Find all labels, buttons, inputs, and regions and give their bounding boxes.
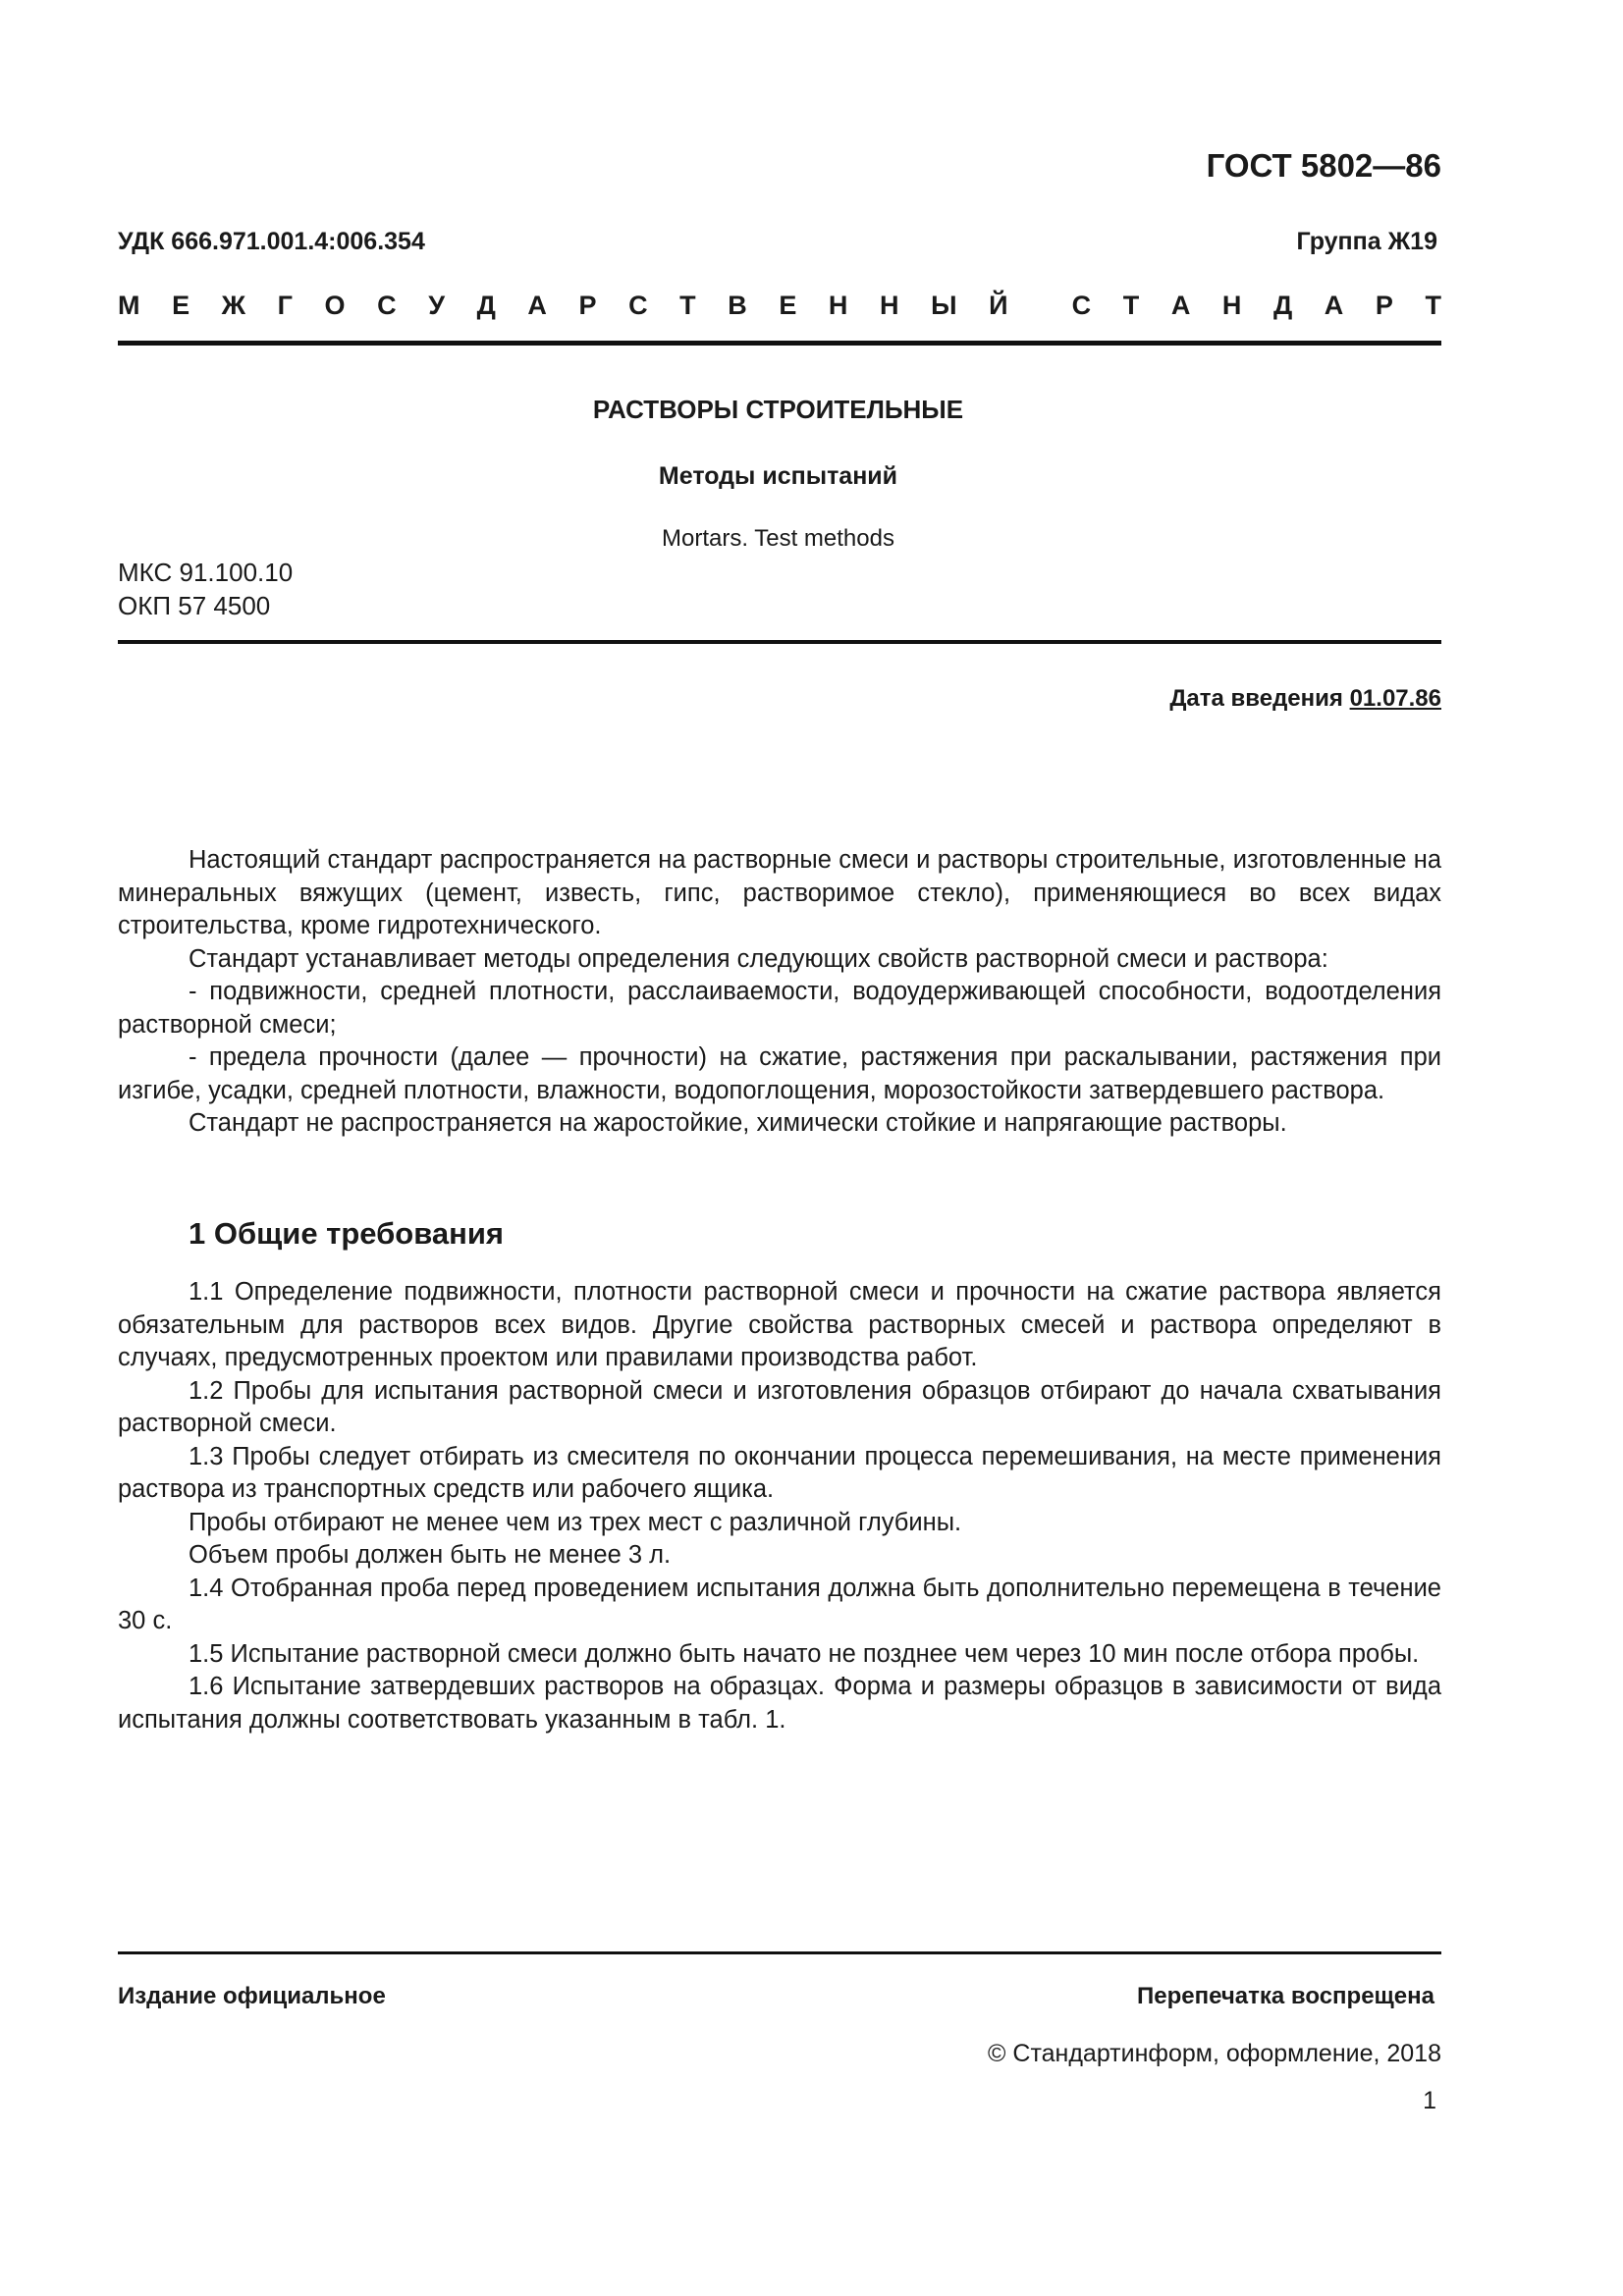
page-number: 1 [1423,2087,1436,2114]
banner-letter: Р [1375,291,1393,320]
banner-letter: С [377,291,397,320]
banner-letter: Ы [931,291,957,320]
copyright-notice: © Стандартинформ, оформление, 2018 [988,2040,1441,2067]
classification-codes [118,556,293,622]
paragraph: 1.6 Испытание затвердевших растворов на образцах. Форма и размеры образцов в зависимости от вида испытания должны соответствовать указанным в табл. 1. [118,1673,1441,1734]
header-divider [118,341,1441,346]
banner-letter: Г [277,291,293,320]
paragraph: 1.4 Отобранная проба перед проведением испытания должна быть дополнительно перемещена в течение 30 с. [118,1574,1441,1634]
banner-letter: С [628,291,648,320]
banner-letter: Р [578,291,597,320]
document-subtitle: Методы испытаний [658,462,898,490]
reprint-prohibited-label: Перепечатка воспрещена [1137,1983,1434,2009]
general-requirements-text [118,1276,1441,1736]
paragraph: - подвижности, средней плотности, расслаиваемости, водоудерживающей способности, водоотделения растворной смеси; [118,978,1441,1039]
banner-letter: Е [779,291,797,320]
udk-code: УДК 666.971.001.4:006.354 [118,228,425,255]
paragraph: Пробы отбирают не менее чем из трех мест с различной глубины. [189,1508,962,1536]
banner-letter: Д [476,291,496,320]
introduction-date [1169,685,1441,713]
banner-letter: А [1170,291,1191,320]
footer-divider [118,1951,1441,1954]
paragraph: 1.3 Пробы следует отбирать из смесителя по окончании процесса перемешивания, на месте применения раствора из транспортных средств или рабочего ящика. [118,1442,1441,1503]
mks-code: МКС 91.100.10 [118,558,294,587]
official-edition-label: Издание официальное [118,1983,386,2009]
banner-letter: Н [880,291,899,320]
banner-letter: О [324,291,346,320]
paragraph: - предела прочности (далее — прочности) на сжатие, растяжения при раскалывании, растяжения при изгибе, усадки, средней плотности, влажности, водопоглощения, морозостойкости затвердевшего раствора. [118,1043,1441,1104]
okp-code: ОКП 57 4500 [118,591,271,620]
paragraph: 1.1 Определение подвижности, плотности растворной смеси и прочности на сжатие раствора является обязательным для растворов всех видов. Другие свойства растворных смесей и раствора определяют в случаях, предусмотренных проектом или правилами производства работ. [118,1278,1441,1371]
banner-letter: С [1071,291,1092,320]
banner-letter: Т [1122,291,1140,320]
english-title: Mortars. Test methods [662,525,894,552]
paragraph: 1.5 Испытание растворной смеси должно быть начато не позднее чем через 10 мин после отбора пробы. [189,1639,1420,1668]
section-heading: 1 Общие требования [189,1216,504,1251]
banner-letter: Д [1272,291,1293,320]
standard-number: ГОСТ 5802—86 [1206,147,1441,184]
banner-letter: Н [1221,291,1242,320]
banner-letter: Е [172,291,190,320]
banner-letter: Т [679,291,696,320]
banner-letter: Т [1425,291,1441,320]
banner-letter: Й [989,291,1008,320]
title-divider [118,640,1441,644]
group-code: Группа Ж19 [1296,228,1437,255]
banner-letter: А [1324,291,1344,320]
interstate-standard-banner [118,291,1441,321]
paragraph: Стандарт не распространяется на жаростойкие, химически стойкие и напрягающие растворы. [189,1109,1287,1137]
document-title: РАСТВОРЫ СТРОИТЕЛЬНЫЕ [592,395,964,424]
banner-letter: М [118,291,140,320]
banner-letter: В [728,291,747,320]
banner-letter: У [428,291,446,320]
banner-letter: Н [828,291,848,320]
paragraph: Настоящий стандарт распространяется на растворные смеси и растворы строительные, изготовленные на минеральных вяжущих (цемент, известь, гипс, растворимое стекло), применяющиеся во всех видах строительства, кроме гидротехнического. [118,846,1441,939]
paragraph: Объем пробы должен быть не менее 3 л. [189,1541,672,1569]
introduction-date-label: Дата введения [1169,685,1343,712]
banner-letter: Ж [221,291,246,320]
paragraph: Стандарт устанавливает методы определения следующих свойств растворной смеси и раствора: [189,944,1328,973]
scope-text [118,844,1441,1141]
banner-letter: А [527,291,547,320]
paragraph: 1.2 Пробы для испытания растворной смеси и изготовления образцов отбирают до начала схватывания растворной смеси. [118,1376,1441,1437]
introduction-date-value: 01.07.86 [1349,685,1441,712]
